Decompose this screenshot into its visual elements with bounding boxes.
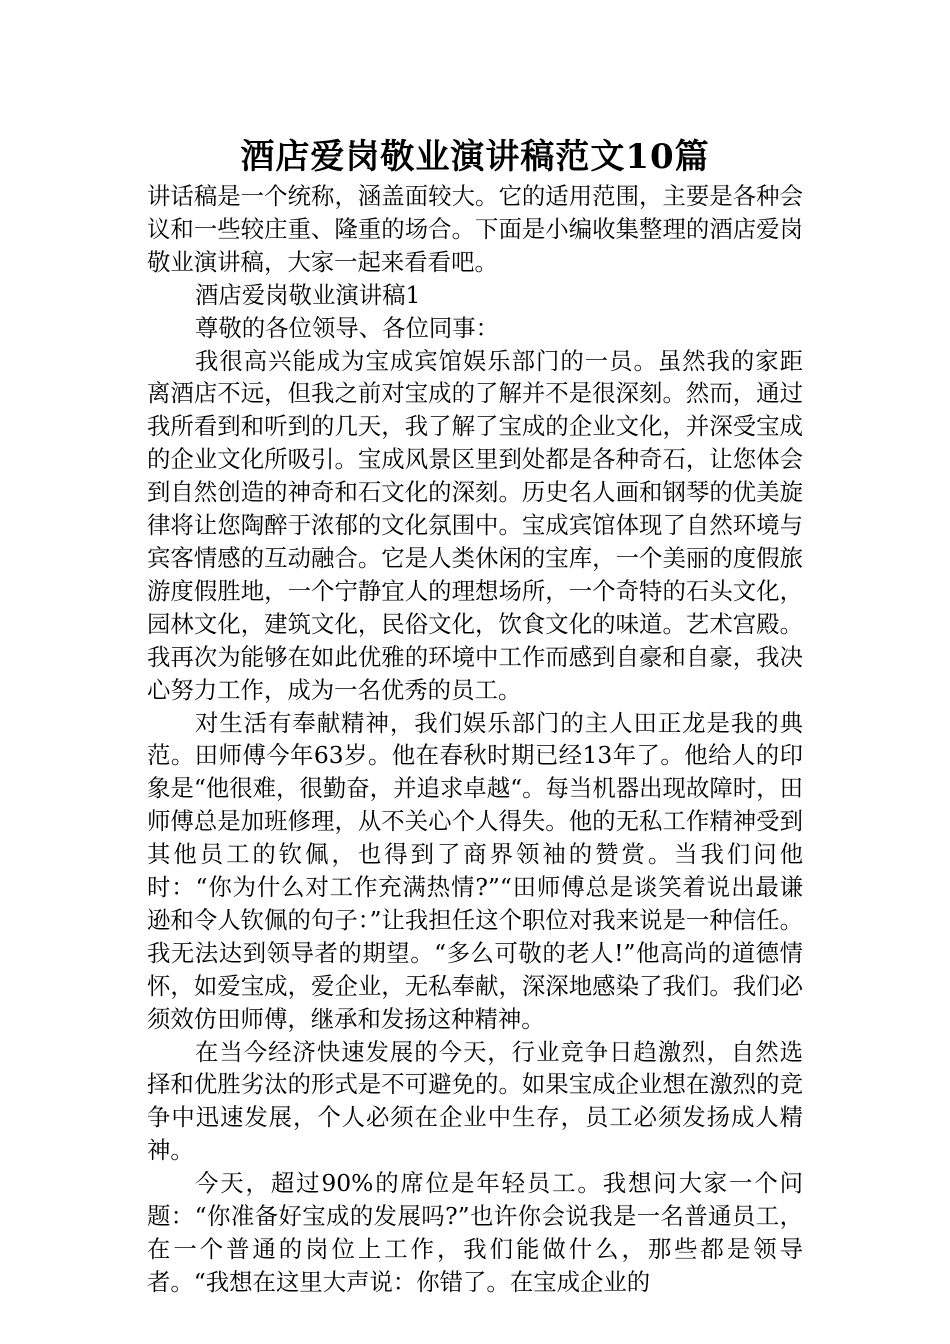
body-paragraph: 在当今经济快速发展的今天，行业竞争日趋激烈，自然选择和优胜劣汰的形式是不可避免的。如果宝成企业想在激烈的竞争中迅速发展，个人必须在企业中生存，员工必须发扬成人精神。	[147, 1037, 803, 1165]
document-title: 酒店爱岗敬业演讲稿范文10篇	[240, 137, 710, 177]
body-paragraph: 今天，超过90%的席位是年轻员工。我想问大家一个问题：“你准备好宝成的发展吗?”也许你会说我是一名普通员工，在一个普通的岗位上工作，我们能做什么，那些都是领导者。“我想在这里大声说：你错了。在宝成企业的	[147, 1169, 803, 1296]
body-paragraph: 我很高兴能成为宝成宾馆娱乐部门的一员。虽然我的家距离酒店不远，但我之前对宝成的了解并不是很深刻。然而，通过我所看到和听到的几天，我了解了宝成的企业文化，并深受宝成的企业文化所吸引。宝成风景区里到处都是各种奇石，让您体会到自然创造的神奇和石文化的深刻。历史名人画和钢琴的优美旋律将让您陶醉于浓郁的文化氛围中。宝成宾馆体现了自然环境与宾客情感的互动融合。它是人类休闲的宝库，一个美丽的度假旅游度假胜地，一个宁静宜人的理想场所，一个奇特的石头文化，园林文化，建筑文化，民俗文化，饮食文化的味道。艺术宫殿。我再次为能够在如此优雅的环境中工作而感到自豪和自豪，我决心努力工作，成为一名优秀的员工。	[147, 346, 803, 704]
salutation: 尊敬的各位领导、各位同事：	[195, 313, 500, 342]
body-paragraph: 对生活有奉献精神，我们娱乐部门的主人田正龙是我的典范。田师傅今年63岁。他在春秋时期已经13年了。他给人的印象是“他很难，很勤奋，并追求卓越“。每当机器出现故障时，田师傅总是加班修理，从不关心个人得失。他的无私工作精神受到其他员工的钦佩，也得到了商界领袖的赞赏。当我们问他时：“你为什么对工作充满热情?”“田师傅总是谈笑着说出最谦逊和令人钦佩的句子：”让我担任这个职位对我来说是一种信任。我无法达到领导者的期望。“多么可敬的老人!”他高尚的道德情怀，如爱宝成，爱企业，无私奉献，深深地感染了我们。我们必须效仿田师傅，继承和发扬这种精神。	[147, 708, 803, 1033]
intro-paragraph: 讲话稿是一个统称，涵盖面较大。它的适用范围，主要是各种会议和一些较庄重、隆重的场合。下面是小编收集整理的酒店爱岗敬业演讲稿，大家一起来看看吧。	[147, 182, 803, 276]
section-heading: 酒店爱岗敬业演讲稿1	[195, 280, 421, 309]
document-body	[147, 180, 803, 1299]
